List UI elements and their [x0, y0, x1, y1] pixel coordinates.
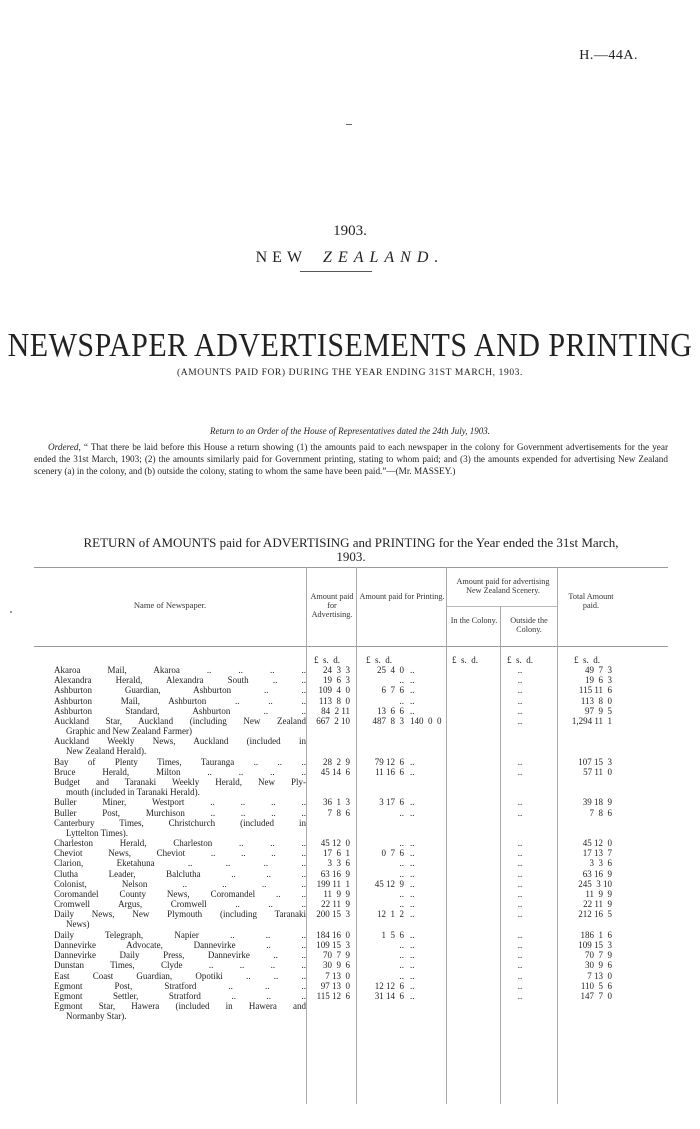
advertising-amount: 70 7 9: [323, 950, 350, 961]
header-in-colony: In the Colony.: [450, 616, 498, 625]
scenery-outside-colony-amount: ..: [517, 878, 523, 889]
printing-amount: 31 14 6: [374, 990, 404, 1001]
scenery-outside-colony-amount: ..: [517, 899, 523, 910]
newspaper-name: Canterbury Times, Christchurch (included in: [54, 817, 306, 828]
advertising-amount: 19 6 3: [323, 675, 350, 686]
total-amount: 1,294 11 1: [571, 716, 612, 726]
table-heading-line-2: 1903.: [336, 549, 366, 564]
newspaper-name-continued: News): [66, 919, 90, 930]
scenery-outside-colony-amount: ..: [517, 960, 523, 971]
printing-amount: ..: [399, 950, 404, 961]
printing-amount: 3 17 6: [379, 797, 404, 808]
printing-amount: 79 12 6: [374, 756, 404, 767]
scenery-in-colony-amount: ..: [410, 756, 415, 767]
scenery-in-colony-amount: ..: [410, 665, 415, 675]
scenery-in-colony-amount: ..: [410, 970, 415, 981]
newspaper-name: Auckland Weekly News, Auckland (included in: [54, 736, 306, 747]
total-amount: 63 16 9: [582, 868, 612, 879]
newspaper-name: Clutha Leader, Balclutha .. .. ..: [54, 868, 306, 879]
header-scenery: Amount paid for advertising New Zealand Scenery.: [456, 577, 550, 595]
advertising-amount: 30 9 6: [323, 960, 350, 971]
advertising-amount: 63 16 9: [320, 868, 350, 879]
table-heading: [36, 536, 666, 564]
total-amount: 186 1 6: [580, 929, 612, 940]
newspaper-name: Alexandra Herald, Alexandra South .. ..: [54, 675, 306, 686]
scenery-outside-colony-amount: ..: [517, 716, 523, 726]
advertising-amount: 97 13 0: [320, 980, 350, 991]
scenery-outside-colony-amount: ..: [517, 848, 523, 859]
country-word-new: NEW: [255, 249, 308, 266]
advertising-amount: 36 1 3: [323, 797, 350, 808]
scenery-outside-colony-amount: ..: [517, 766, 523, 777]
printing-amount: ..: [399, 939, 404, 950]
scenery-outside-colony-amount: ..: [517, 990, 523, 1001]
newspaper-name: Bay of Plenty Times, Tauranga .. .. ..: [54, 756, 306, 767]
newspaper-name-continued: Normanby Star).: [66, 1011, 127, 1022]
advertising-amount: 45 12 0: [320, 838, 350, 848]
scenery-in-colony-amount: ..: [410, 929, 415, 940]
printing-amount: 487 8 3: [372, 716, 404, 726]
heading-rule: [300, 271, 372, 272]
scenery-in-colony-amount: ..: [410, 960, 415, 971]
total-amount: 30 9 6: [585, 960, 612, 971]
advertising-amount: 115 12 6: [316, 990, 350, 1001]
advertising-amount: 17 6 1: [323, 848, 350, 859]
table-top-rule: [34, 567, 668, 568]
total-amount: 49 7 3: [585, 665, 612, 675]
newspaper-name-continued: New Zealand Herald).: [66, 746, 147, 757]
advertising-amount: 184 16 0: [316, 929, 350, 940]
newspaper-name: Egmont Settler, Stratford .. .. ..: [54, 990, 306, 1001]
printing-amount: ..: [399, 675, 404, 686]
scenery-outside-colony-amount: ..: [517, 970, 523, 981]
units-in-colony: £ s. d.: [452, 655, 479, 665]
column-divider: [557, 567, 558, 1104]
advertising-amount: 667 2 10: [316, 716, 350, 726]
total-amount: 147 7 0: [580, 990, 612, 1001]
advertising-amount: 109 4 0: [318, 685, 350, 696]
scenery-in-colony-amount: ..: [410, 899, 415, 910]
column-divider: [356, 567, 357, 1104]
scenery-in-colony-amount: 140 0 0: [410, 716, 442, 726]
table-heading-line-1: RETURN of AMOUNTS paid for ADVERTISING and PRINTING for the Year ended the 31st March,: [83, 535, 619, 550]
newspaper-name: Buller Miner, Westport .. .. .. ..: [54, 797, 306, 808]
advertising-amount: 200 15 3: [316, 909, 350, 920]
total-amount: 97 9 5: [585, 705, 612, 716]
newspaper-name: Colonist, Nelson .. .. .. ..: [54, 878, 306, 889]
scenery-in-colony-amount: ..: [410, 868, 415, 879]
document-title: NEWSPAPER ADVERTISEMENTS AND PRINTING: [7, 326, 693, 364]
column-divider: [446, 567, 447, 1104]
newspaper-name: East Coast Guardian, Opotiki .. .. ..: [54, 970, 306, 981]
printing-amount: ..: [399, 899, 404, 910]
scenery-in-colony-amount: ..: [410, 695, 415, 706]
scenery-in-colony-amount: ..: [410, 878, 415, 889]
newspaper-name: Ashburton Standard, Ashburton .. ..: [54, 705, 306, 716]
order-paragraph: [34, 441, 668, 477]
newspaper-name: Budget and Taranaki Weekly Herald, New Ply-: [54, 777, 306, 787]
total-amount: 57 11 0: [583, 766, 612, 777]
table-header-rule: [34, 646, 668, 647]
printing-amount: 1 5 6: [381, 929, 404, 940]
newspaper-name-continued: Graphic and New Zealand Farmer): [66, 726, 192, 736]
newspaper-name: Dannevirke Daily Press, Dannevirke .. ..: [54, 950, 306, 961]
newspaper-name: Ashburton Guardian, Ashburton .. ..: [54, 685, 306, 696]
newspaper-name: Cromwell Argus, Cromwell .. .. ..: [54, 899, 306, 910]
advertising-amount: 24 3 3: [323, 665, 350, 675]
printer-mark: [346, 124, 352, 125]
scenery-outside-colony-amount: ..: [517, 665, 523, 675]
scenery-in-colony-amount: ..: [410, 685, 415, 696]
scenery-in-colony-amount: ..: [410, 939, 415, 950]
printing-amount: ..: [399, 960, 404, 971]
newspaper-name: Egmont Star, Hawera (included in Hawera and: [54, 1001, 306, 1012]
total-amount: 19 6 3: [585, 675, 612, 686]
advertising-amount: 28 2 9: [323, 756, 350, 767]
total-amount: 22 11 9: [583, 899, 612, 910]
newspaper-name: Buller Post, Murchison .. .. .. ..: [54, 807, 306, 818]
header-advertising: Amount paid for Advertising.: [310, 592, 354, 619]
country-word-zealand: ZEALAND.: [323, 249, 445, 266]
printing-amount: ..: [399, 970, 404, 981]
newspaper-name: Cheviot News, Cheviot .. .. .. ..: [54, 848, 306, 859]
scenery-in-colony-amount: ..: [410, 807, 415, 818]
newspaper-name: Coromandel County News, Coromandel .. ..: [54, 889, 306, 899]
scenery-outside-colony-amount: ..: [517, 909, 523, 920]
document-subtitle: (AMOUNTS PAID FOR) DURING THE YEAR ENDING 31ST MARCH, 1903.: [176, 368, 523, 378]
advertising-amount: 84 2 11: [321, 705, 350, 716]
scenery-outside-colony-amount: ..: [517, 695, 523, 706]
scenery-outside-colony-amount: ..: [517, 868, 523, 879]
printing-amount: 11 16 6: [375, 766, 404, 777]
scenery-in-colony-amount: ..: [410, 766, 415, 777]
printing-amount: ..: [399, 838, 404, 848]
printing-amount: 12 12 6: [374, 980, 404, 991]
page-reference: H.—44A.: [579, 48, 638, 63]
scenery-in-colony-amount: ..: [410, 675, 415, 686]
total-amount: 113 8 0: [580, 695, 612, 706]
scenery-outside-colony-amount: ..: [517, 685, 523, 696]
scenery-in-colony-amount: ..: [410, 980, 415, 991]
newspaper-name: Dannevirke Advocate, Dannevirke .. ..: [54, 939, 306, 950]
total-amount: 3 3 6: [589, 858, 612, 869]
document-year: 1903.: [333, 223, 367, 239]
newspaper-name: Clarion, Eketahuna .. .. .. ..: [54, 858, 306, 869]
newspaper-name-continued: Lyttelton Times).: [66, 827, 129, 838]
total-amount: 115 11 6: [578, 685, 612, 696]
header-outside-colony: Outside the Colony.: [510, 616, 548, 634]
advertising-amount: 7 8 6: [327, 807, 350, 818]
printing-amount: ..: [399, 889, 404, 899]
total-amount: 245 3 10: [578, 878, 612, 889]
scenery-in-colony-amount: ..: [410, 705, 415, 716]
total-amount: 45 12 0: [582, 838, 612, 848]
printing-amount: ..: [399, 807, 404, 818]
scenery-in-colony-amount: ..: [410, 858, 415, 869]
scenery-outside-colony-amount: ..: [517, 889, 523, 899]
header-total: Total Amount paid.: [568, 592, 614, 610]
advertising-amount: 199 11 1: [316, 878, 350, 889]
scenery-sub-rule: [446, 606, 558, 607]
total-amount: 7 13 0: [587, 970, 612, 981]
scenery-in-colony-amount: ..: [410, 848, 415, 859]
newspaper-name: Egmont Post, Stratford .. .. ..: [54, 980, 306, 991]
scenery-outside-colony-amount: ..: [517, 939, 523, 950]
return-order-line: Return to an Order of the House of Representatives dated the 24th July, 1903.: [209, 426, 491, 436]
advertising-amount: 22 11 9: [321, 899, 350, 910]
scenery-in-colony-amount: ..: [410, 950, 415, 961]
printing-amount: 45 12 9: [374, 878, 404, 889]
total-amount: 107 15 3: [578, 756, 612, 767]
advertising-amount: 11 9 9: [323, 889, 350, 899]
newspaper-name-continued: mouth (included in Taranaki Herald).: [66, 787, 200, 797]
scenery-outside-colony-amount: ..: [517, 797, 523, 808]
margin-mark: [10, 611, 12, 613]
printing-amount: ..: [399, 868, 404, 879]
printing-amount: ..: [399, 858, 404, 869]
scenery-in-colony-amount: ..: [410, 909, 415, 920]
total-amount: 11 9 9: [585, 889, 612, 899]
newspaper-name: Charleston Herald, Charleston .. .. ..: [54, 838, 306, 848]
scenery-outside-colony-amount: ..: [517, 756, 523, 767]
newspaper-name: Daily News, New Plymouth (including Taranaki: [54, 909, 306, 920]
order-text: “ That there be laid before this House a return showing (1) the amounts paid to each newspaper in the colony for Government advertisements for the year ended the 31st March, 1903; (2) the amounts similarly paid for Government printing, stating to whom paid; and (3) the amounts expended for advertising New Zealand scenery (a) in the colony, and (b) outside the colony, stating to whom the same have been paid.”—(Mr. MASSEY.): [34, 442, 669, 476]
total-amount: 7 8 6: [589, 807, 612, 818]
newspaper-name: Auckland Star, Auckland (including New Zealand: [54, 716, 306, 726]
scenery-in-colony-amount: ..: [410, 838, 415, 848]
printing-amount: 12 1 2: [377, 909, 404, 920]
printing-amount: 25 4 0: [377, 665, 404, 675]
newspaper-name: Dunstan Times, Clyde .. .. .. ..: [54, 960, 306, 971]
scenery-outside-colony-amount: ..: [517, 675, 523, 686]
advertising-amount: 113 8 0: [318, 695, 350, 706]
advertising-amount: 7 13 0: [325, 970, 350, 981]
scenery-outside-colony-amount: ..: [517, 838, 523, 848]
total-amount: 39 18 9: [582, 797, 612, 808]
printing-amount: 0 7 6: [381, 848, 404, 859]
scenery-outside-colony-amount: ..: [517, 705, 523, 716]
header-printing: Amount paid for Printing.: [359, 592, 445, 601]
advertising-amount: 45 14 6: [320, 766, 350, 777]
printing-amount: ..: [399, 695, 404, 706]
total-amount: 109 15 3: [578, 939, 612, 950]
total-amount: 212 16 5: [578, 909, 612, 920]
scenery-outside-colony-amount: ..: [517, 980, 523, 991]
total-amount: 17 13 7: [582, 848, 612, 859]
newspaper-name: Ashburton Mail, Ashburton .. .. ..: [54, 695, 306, 706]
newspaper-name: Daily Telegraph, Napier .. .. ..: [54, 929, 306, 940]
advertising-amount: 109 15 3: [316, 939, 350, 950]
printing-amount: 13 6 6: [377, 705, 404, 716]
order-label: Ordered,: [48, 442, 81, 452]
scenery-outside-colony-amount: ..: [517, 950, 523, 961]
total-amount: 70 7 9: [585, 950, 612, 961]
column-divider: [306, 567, 307, 1104]
newspaper-name: Akaroa Mail, Akaroa .. .. .. ..: [54, 665, 306, 675]
scenery-outside-colony-amount: ..: [517, 858, 523, 869]
scenery-outside-colony-amount: ..: [517, 807, 523, 818]
advertising-amount: 3 3 6: [327, 858, 350, 869]
units-total: £ s. d.: [574, 655, 601, 665]
scenery-in-colony-amount: ..: [410, 889, 415, 899]
scenery-in-colony-amount: ..: [410, 990, 415, 1001]
newspaper-name: Bruce Herald, Milton .. .. .. ..: [54, 766, 306, 777]
header-newspaper: Name of Newspaper.: [133, 600, 207, 610]
scenery-in-colony-amount: ..: [410, 797, 415, 808]
units-printing: £ s. d.: [366, 655, 393, 665]
printing-amount: 6 7 6: [381, 685, 404, 696]
total-amount: 110 5 6: [580, 980, 612, 991]
country-heading: [0, 249, 700, 267]
units-outside-colony: £ s. d.: [507, 655, 534, 665]
scenery-outside-colony-amount: ..: [517, 929, 523, 940]
units-advertising: £ s. d.: [314, 655, 341, 665]
